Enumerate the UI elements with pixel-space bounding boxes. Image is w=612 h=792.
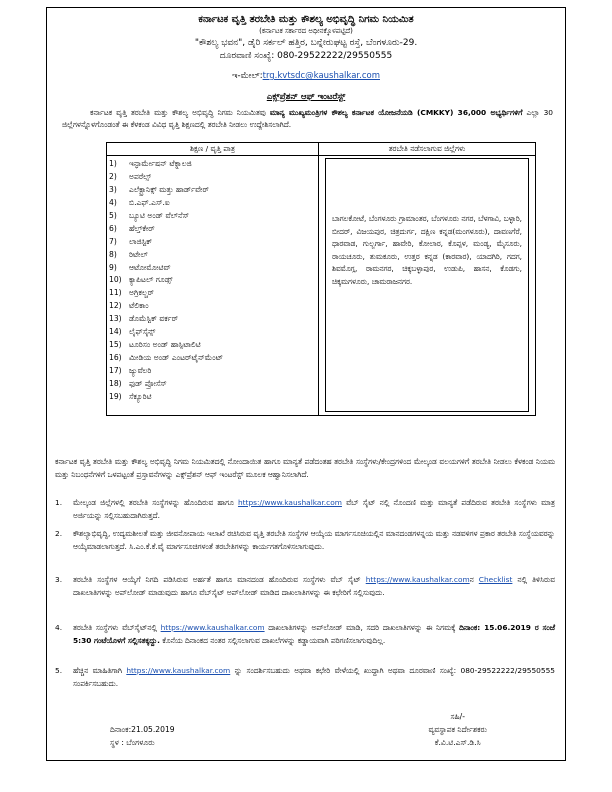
point-4 — [55, 622, 555, 648]
trade-name: ಕ್ಯಾಪಿಟಲ್ ಗೂಡ್ಸ್ — [129, 275, 173, 285]
trade-name: ಡೊಮೆಸ್ಟಿಕ್ ವರ್ಕರ್ — [129, 314, 179, 324]
website-link[interactable]: https://www.kaushalkar.com — [126, 666, 231, 675]
trade-item — [107, 171, 318, 184]
intro-part1: ಕರ್ನಾಟಕ ವೃತ್ತಿ ತರಬೇತಿ ಮತ್ತು ಕೌಶಲ್ಯ ಅಭಿವೃದ್ಧಿ ನಿಗಮ ನಿಯಮಿತವು — [90, 108, 270, 117]
website-link[interactable]: https://www.kaushalkar.com — [237, 498, 342, 507]
point-text: ವೆಬ್ ಸೈಟ್ ನಲ್ಲಿ ನೊಂದಣಿ ಮತ್ತು ಮಾನ್ಯತೆ ಪಡೆದಿರುವ ತರಬೇತಿ ಸಂಸ್ಥೆಗಳು ಮಾತ್ರ ಅರ್ಜಿಯನ್ನು ಸಲ್ಲಿಸಬಹುದಾಗಿರುತ್ತದೆ. — [73, 498, 555, 520]
trade-number: 8) — [109, 249, 117, 259]
designation: ವ್ಯವಸ್ಥಾಪಕ ನಿರ್ದೇಶಕರು — [428, 725, 487, 734]
trade-name: ಆಟೋಮೋಟಿವ್ — [129, 262, 171, 272]
trade-number: 4) — [109, 197, 117, 207]
trade-item — [107, 249, 318, 262]
point-text: ಕೊನೆಯ ದಿನಾಂಕದ ನಂತರ ಸಲ್ಲಿಸಲಾಗುವ ದಾಖಲೆಗಳನ್ನು ಕಡ್ಡಾಯವಾಗಿ ಪರಿಗಣಿಸಲಾಗುವುದಿಲ್ಲ. — [159, 635, 386, 645]
trade-name: ಅಪರೆಲ್ಸ್ — [129, 171, 152, 181]
email-link[interactable]: trg.kvtsdc@kaushalkar.com — [262, 71, 380, 81]
trade-name: ರಿಟೇಲ್ — [129, 249, 148, 259]
trade-item — [107, 313, 318, 326]
trade-number: 2) — [109, 171, 117, 181]
point-text: ತರಬೇತಿ ಸಂಸ್ಥೆಗಳ ಆಯ್ಕೆಗೆ ನಿಗದಿ ಪಡಿಸಿರುವ ಅರ್ಹತೆ ಹಾಗೂ ಮಾನದಂಡ ಹೊಂದಿರುವ ಸಂಸ್ಥೆಗಳು ವೆಬ್ ಸೈಟ್ — [73, 575, 366, 584]
point-text: ತರಬೇತಿ ಸಂಸ್ಥೆಗಳು ವೆಬ್‌ಸೈಟ್‌ನಲ್ಲಿ — [73, 623, 161, 632]
trade-name: ಟೆಲಿಕಾಂ — [129, 301, 149, 311]
trade-item — [107, 274, 318, 287]
districts-list: ಬಾಗಲಕೋಟೆ, ಬೆಂಗಳೂರು ಗ್ರಾಮಾಂತರ, ಬೆಂಗಳೂರು ನಗರ, ಬೆಳಗಾವಿ, ಬಳ್ಳಾರಿ, ಬೀದರ್, ವಿಜಯಪುರ, ಚಿತ್ರದುರ್ಗ, ದಕ್ಷಿಣ ಕನ್ನಡ(ಮಂಗಳೂರು), ದಾವಣಗೆರೆ, ಧಾರವಾಡ, ಗುಲ್ಬರ್ಗಾ, ಹಾವೇರಿ, ಕೋಲಾರ, ಕೊಪ್ಪಳ, ಮಂಡ್ಯ, ಮೈಸೂರು, ರಾಯಚೂರು, ತುಮಕೂರು, ಉತ್ತರ ಕನ್ನಡ (ಕಾರವಾರ), ಯಾದಗಿರಿ, ಗದಗ, ಶಿವಮೊಗ್ಗ, ರಾಮನಗರ, ಚಿಕ್ಕಬಳ್ಳಾಪುರ, ಉಡುಪಿ, ಹಾಸನ, ಕೊಡಗು, ಚಿಕ್ಕಮಗಳೂರು, ಚಾಮರಾಜನಗರ. — [325, 158, 529, 412]
trade-item — [107, 300, 318, 313]
trade-item — [107, 158, 318, 171]
trade-number: 10) — [109, 275, 122, 285]
intro-bold: ಮಾನ್ಯ ಮುಖ್ಯಮಂತ್ರಿಗಳ ಕೌಶಲ್ಯ ಕರ್ನಾಟಕ ಯೋಜನೆಯಡಿ (CMKKY) 36,000 ಅಭ್ಯರ್ಥಿಗಳಿಗೆ — [269, 108, 523, 117]
trade-number: 3) — [109, 184, 117, 194]
trade-name: ಫುಡ್ ಪ್ರೋಸೆಸ್ — [129, 378, 167, 388]
col-header-trade: ಶಿಕ್ಷಣ / ವೃತ್ತಿ ಪಾತ್ರ — [107, 143, 319, 156]
point-text: ದಾಖಲಾತಿಗಳನ್ನು ಅಪ್‌ಲೋಡ್ ಮಾಡಿ, ಸದರಿ ದಾಖಲಾತಿಗಳನ್ನು ಈ ನಿಗಮಕ್ಕೆ — [264, 623, 460, 632]
org-subtitle: (ಕರ್ನಾಟಕ ಸರ್ಕಾರದ ಅಧೀನಕ್ಕೊಳಪಟ್ಟಿದೆ) — [259, 27, 353, 35]
issue-date: ದಿನಾಂಕ:21.05.2019 — [110, 725, 175, 734]
districts-cell — [319, 156, 536, 416]
trade-item — [107, 365, 318, 378]
trade-item — [107, 352, 318, 365]
point-2 — [55, 528, 555, 554]
deadline-text: ದಿನಾಂಕ: 15.06.2019 ರ ಸಂಜೆ 5:30 ಗಂಟೆಯೊಳಗೆ ಸಲ್ಲಿಸತಕ್ಕದ್ದು. — [73, 623, 555, 645]
trade-item — [107, 378, 318, 391]
intro-paragraph — [62, 107, 553, 131]
trade-name: ಇನ್ಫಾರ್ಮೇಷನ್ ಟೆಕ್ನಾಲಜಿ — [129, 159, 192, 168]
notice-title: ಎಕ್ಸ್‌ಪ್ರೆಶನ್ ಆಫ್ ಇಂಟರೆಸ್ಟ್ — [266, 92, 346, 102]
point-3 — [55, 574, 555, 600]
point-number: 2. — [55, 529, 63, 538]
trades-cell — [107, 156, 319, 416]
trade-number: 11) — [109, 288, 122, 298]
point-1 — [55, 497, 555, 523]
trade-number: 15) — [109, 340, 122, 350]
trade-number: 9) — [109, 262, 117, 272]
trade-number: 5) — [109, 210, 117, 220]
trade-item — [107, 262, 318, 275]
org-email-line — [47, 71, 565, 81]
point-text: ಕೌಶಲ್ಯಾಭಿವೃದ್ಧಿ, ಉದ್ಯಮಶೀಲತೆ ಮತ್ತು ಜೀವನೋಪಾಯ ಇಲಾಖೆ ರಚಿಸಿರುವ ವೃತ್ತಿ ತರಬೇತಿ ಸಂಸ್ಥೆಗಳ ಆಯ್ಕೆಯ ಮಾರ್ಗಸೂಚಿಯಲ್ಲಿನ ಮಾನದಂಡಗಳನ್ನಯ ಮತ್ತು ನಡವಳಿಗಳ ಪ್ರಕಾರ ತರಬೇತಿ ಸಂಸ್ಥೆಯವರನ್ನು ಆಯ್ಕೆಮಾಡಲಾಗುತ್ತದೆ. ಸಿ.ಎಂ.ಕೆ.ಕೆ.ವೈ ಮಾರ್ಗಸೂಚಿಗಳಂತೆ ತರಬೇತಿಗಳನ್ನು ಕಾರ್ಯಗತಗೊಳಿಸಲಾಗುವುದು. — [73, 529, 555, 551]
website-link[interactable]: https://www.kaushalkar.com — [160, 623, 265, 632]
point-text: ನ — [469, 575, 479, 584]
org-address: "ಕೌಶಲ್ಯ ಭವನ", ಡೈರಿ ಸರ್ಕಲ್ ಹತ್ತಿರ, ಬನ್ನೇರುಘಟ್ಟ ರಸ್ತೆ, ಬೆಂಗಳೂರು-29. — [194, 38, 418, 48]
trade-item — [107, 391, 318, 404]
trade-number: 1) — [109, 159, 117, 168]
trade-number: 17) — [109, 366, 122, 375]
point-text: ನಲ್ಲಿ ತಿಳಿಸಿರುವ ದಾಖಲಾತಿಗಳನ್ನು ಅಪ್‌ಲೋಡ್ ಮಾಡುವುದು ಹಾಗೂ ವೆಬ್‌ಸೈಟ್ ಅಪ್‌ಲೋಡ್ ಮಾಡಿದ ದಾಖಲಾತಿಗಳನ್ನು ಈ ಕಛೇರಿಗೆ ಸಲ್ಲಿಸುವುದು. — [73, 575, 555, 597]
trade-name: ಅಗ್ರಿಕಲ್ಚರ್ — [129, 288, 155, 298]
point-number: 4. — [55, 623, 63, 632]
website-link[interactable]: https://www.kaushalkar.com — [365, 575, 470, 584]
trade-number: 6) — [109, 223, 117, 233]
trade-name: ಲಾಜಿಸ್ಟಿಕ್ — [129, 236, 153, 246]
trade-name: ಹೆಲ್ತ್‌ಕೇರ್ — [129, 223, 155, 233]
trade-number: 19) — [109, 391, 122, 401]
date-place-block — [110, 723, 175, 749]
trade-number: 14) — [109, 327, 122, 337]
trade-name: ಬ್ಯೂಟಿ ಅಂಡ್ ವೆಲ್‌ನೆಸ್ — [129, 210, 190, 220]
trade-name: ಲೈಫ್‌ಸೈನ್ಸ್ — [129, 327, 156, 337]
trade-item — [107, 236, 318, 249]
signed-mark: ಸಹಿ/- — [450, 712, 465, 721]
trades-table — [106, 142, 536, 416]
trade-name: ಮೀಡಿಯ ಅಂಡ್ ಎಂಟರ್‌ಟೈನ್‌ಮೆಂಟ್ — [129, 353, 224, 363]
issue-place: ಸ್ಥಳ : ಬೆಂಗಳೂರು — [110, 738, 155, 747]
trade-name: ಸೆಕ್ಯೂರಿಟಿ — [129, 391, 152, 401]
trade-number: 7) — [109, 236, 117, 246]
trade-number: 16) — [109, 353, 122, 363]
trade-item — [107, 197, 318, 210]
point-text: ನ್ನು ಸಂದರ್ಶಿಸಬಹುದು ಅಥವಾ ಕಛೇರಿ ವೇಳೆಯಲ್ಲಿ ಖುದ್ದಾಗಿ ಅಥವಾ ದೂರವಾಣಿ ಸಂಖ್ಯೆ: 080-29522222/29550555 ಸಂಪರ್ಕಿಸಬಹುದು. — [73, 666, 555, 688]
org-phone: ದೂರವಾಣಿ ಸಂಖ್ಯೆ: 080-29522222/29550555 — [219, 51, 393, 61]
signature-block — [428, 710, 487, 749]
trade-item — [107, 339, 318, 352]
point-text: ಹೆಚ್ಚಿನ ಮಾಹಿತಿಗಾಗಿ — [73, 666, 127, 675]
trade-name: ಜ್ಯುವೆಲರಿ — [129, 366, 152, 375]
point-text: ಮೇಲ್ಕಂಡ ಜಿಲ್ಲೆಗಳಲ್ಲಿ ತರಬೇತಿ ಸಂಸ್ಥೆಗಳನ್ನು ಹೊಂದಿರುವ ಹಾಗೂ — [73, 498, 238, 507]
point-number: 1. — [55, 498, 63, 507]
trade-item — [107, 287, 318, 300]
trade-number: 12) — [109, 301, 122, 311]
trade-name: ಟೂರಿಸಂ ಅಂಡ್ ಹಾಸ್ಪಿಟಾಲಿಟಿ — [129, 340, 201, 350]
point-number: 3. — [55, 575, 63, 584]
trade-item — [107, 210, 318, 223]
point-number: 5. — [55, 666, 63, 675]
trade-name: ಎಲೆಕ್ಟ್ರಾನಿಕ್ಸ್ ಮತ್ತು ಹಾರ್ಡ್‌ವೇರ್ — [129, 184, 209, 194]
point-5 — [55, 665, 555, 691]
checklist-link[interactable]: Checklist — [478, 575, 513, 584]
trade-item — [107, 184, 318, 197]
trade-number: 13) — [109, 314, 122, 324]
trade-name: ಬಿ.ಎಫ್.ಎಸ್.ಐ — [129, 197, 170, 207]
document-page — [46, 7, 566, 761]
org-short-name: ಕೆ.ವಿ.ಟಿ.ಎಸ್.ಡಿ.ಸಿ — [434, 738, 481, 747]
col-header-districts: ತರಬೇತಿ ನಡೆಸಲಾಗುವ ಜಿಲ್ಲೆಗಳು — [319, 143, 536, 156]
intro-part2: ಎಲ್ಲಾ 30 ಜಿಲ್ಲೆಗಳನ್ನೊಳಗೊಂಡಂತೆ ಈ ಕೆಳಕಂಡ ವಿವಿಧ ವೃತ್ತಿ ಶಿಕ್ಷಣದಲ್ಲಿ ತರಬೇತಿ ನೀಡಲು ಉದ್ದೇಶಿಸಲಾಗಿದೆ. — [62, 108, 553, 129]
trade-item — [107, 223, 318, 236]
email-label: ಇ-ಮೇಲ್: — [232, 71, 263, 81]
notice-paragraph: ಕರ್ನಾಟಕ ವೃತ್ತಿ ತರಬೇತಿ ಮತ್ತು ಕೌಶಲ್ಯ ಅಭಿವೃದ್ಧಿ ನಿಗಮ ನಿಯಮಿತದಲ್ಲಿ ನೋಂದಾಯಿತ ಹಾಗೂ ಮಾನ್ಯತೆ ಪಡೆದಂತಹ ತರಬೇತಿ ಸಂಸ್ಥೆಗಳು/ಕೇಂದ್ರಗಳಿಂದ ಮೇಲ್ಕಂಡ ವಲಯಗಳಿಗೆ ತರಬೇತಿ ನೀಡಲು ಕೆಳಕಂಡ ನಿಯಮ ಮತ್ತು ನಿಬಂಧನೆಗಳಿಗೆ ಒಳಪಟ್ಟಂತೆ ಪ್ರಸ್ತಾವನೆಗಳನ್ನು ಎಕ್ಸ್‌ಪ್ರೆಶನ್ ಆಫ್ ಇಂಟರೆಸ್ಟ್ ಮೂಲಕ ಆಹ್ವಾನಿಸಲಾಗಿದೆ. — [55, 457, 555, 479]
org-title: ಕರ್ನಾಟಕ ವೃತ್ತಿ ತರಬೇತಿ ಮತ್ತು ಕೌಶಲ್ಯ ಅಭಿವೃದ್ಧಿ ನಿಗಮ ನಿಯಮಿತ — [198, 14, 414, 25]
trade-number: 18) — [109, 378, 122, 388]
trade-item — [107, 326, 318, 339]
